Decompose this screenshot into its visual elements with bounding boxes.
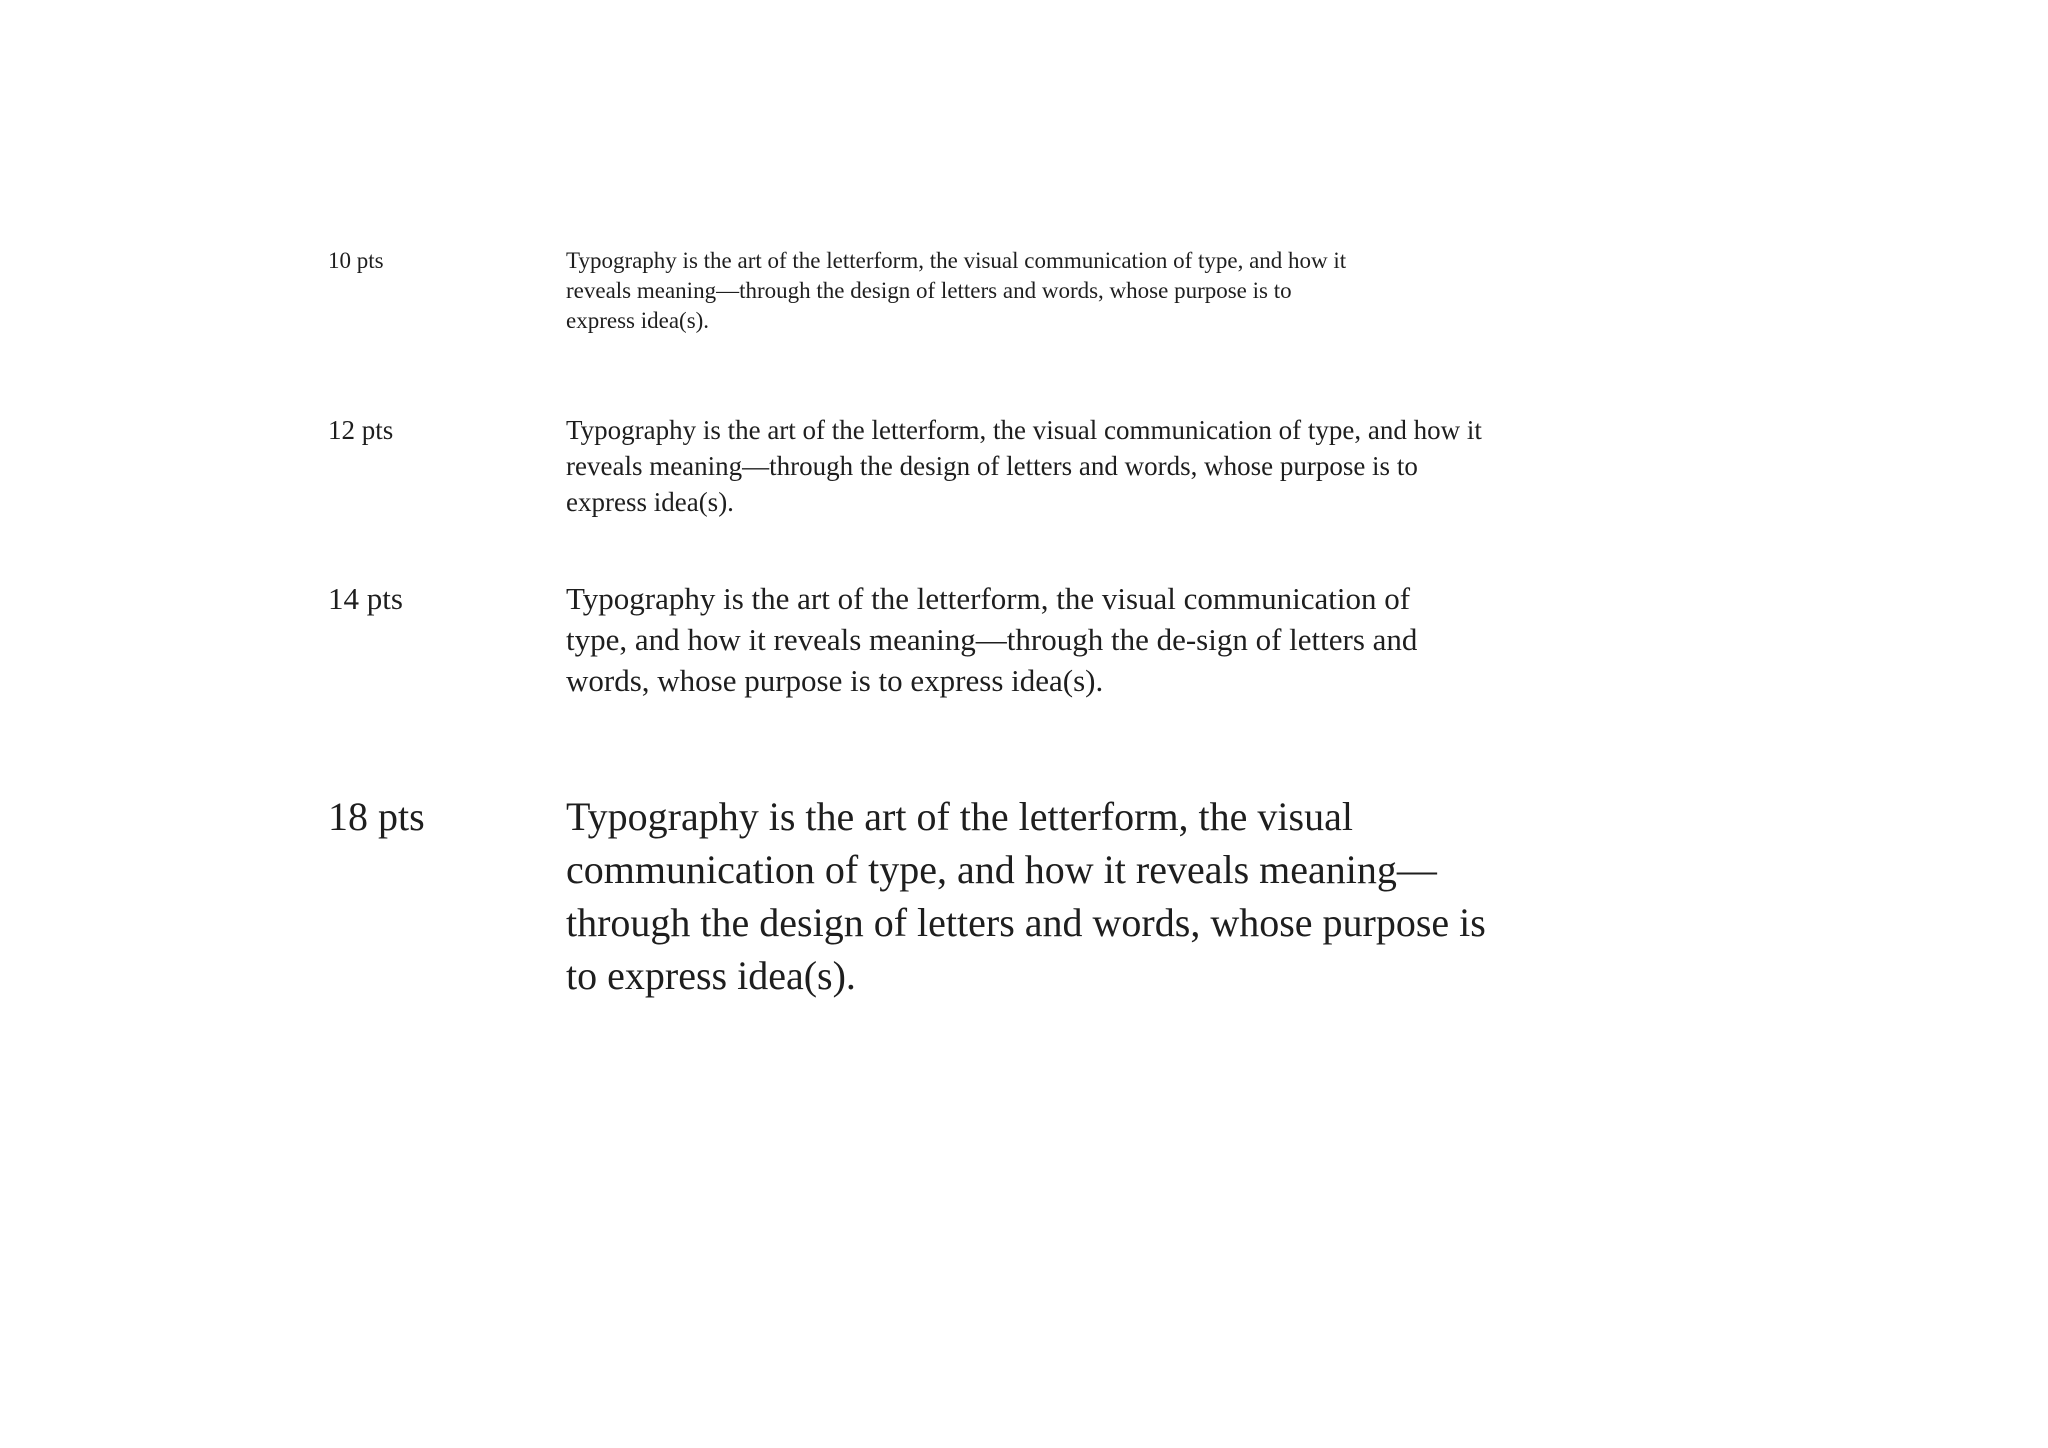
sample-paragraph: Typography is the art of the letterform, the visual communication of type, and how it reveals meaning—through the design of letters and words, whose purpose is to express idea(s).: [566, 794, 1486, 998]
size-label: 14 pts: [328, 581, 403, 616]
sample-paragraph: Typography is the art of the letterform, the visual communication of type, and how it reveals meaning—through the de-sign of letters and words, whose purpose is to express idea(s).: [566, 581, 1418, 698]
sample-paragraph: Typography is the art of the letterform, the visual communication of type, and how it reveals meaning—through the design of letters and words, whose purpose is to express idea(s).: [566, 248, 1347, 333]
size-label: 10 pts: [328, 248, 384, 273]
size-label: 18 pts: [328, 794, 425, 839]
sample-paragraph: Typography is the art of the letterform, the visual communication of type, and how it reveals meaning—through the design of letters and words, whose purpose is to express idea(s).: [566, 415, 1482, 517]
size-label: 12 pts: [328, 415, 394, 445]
